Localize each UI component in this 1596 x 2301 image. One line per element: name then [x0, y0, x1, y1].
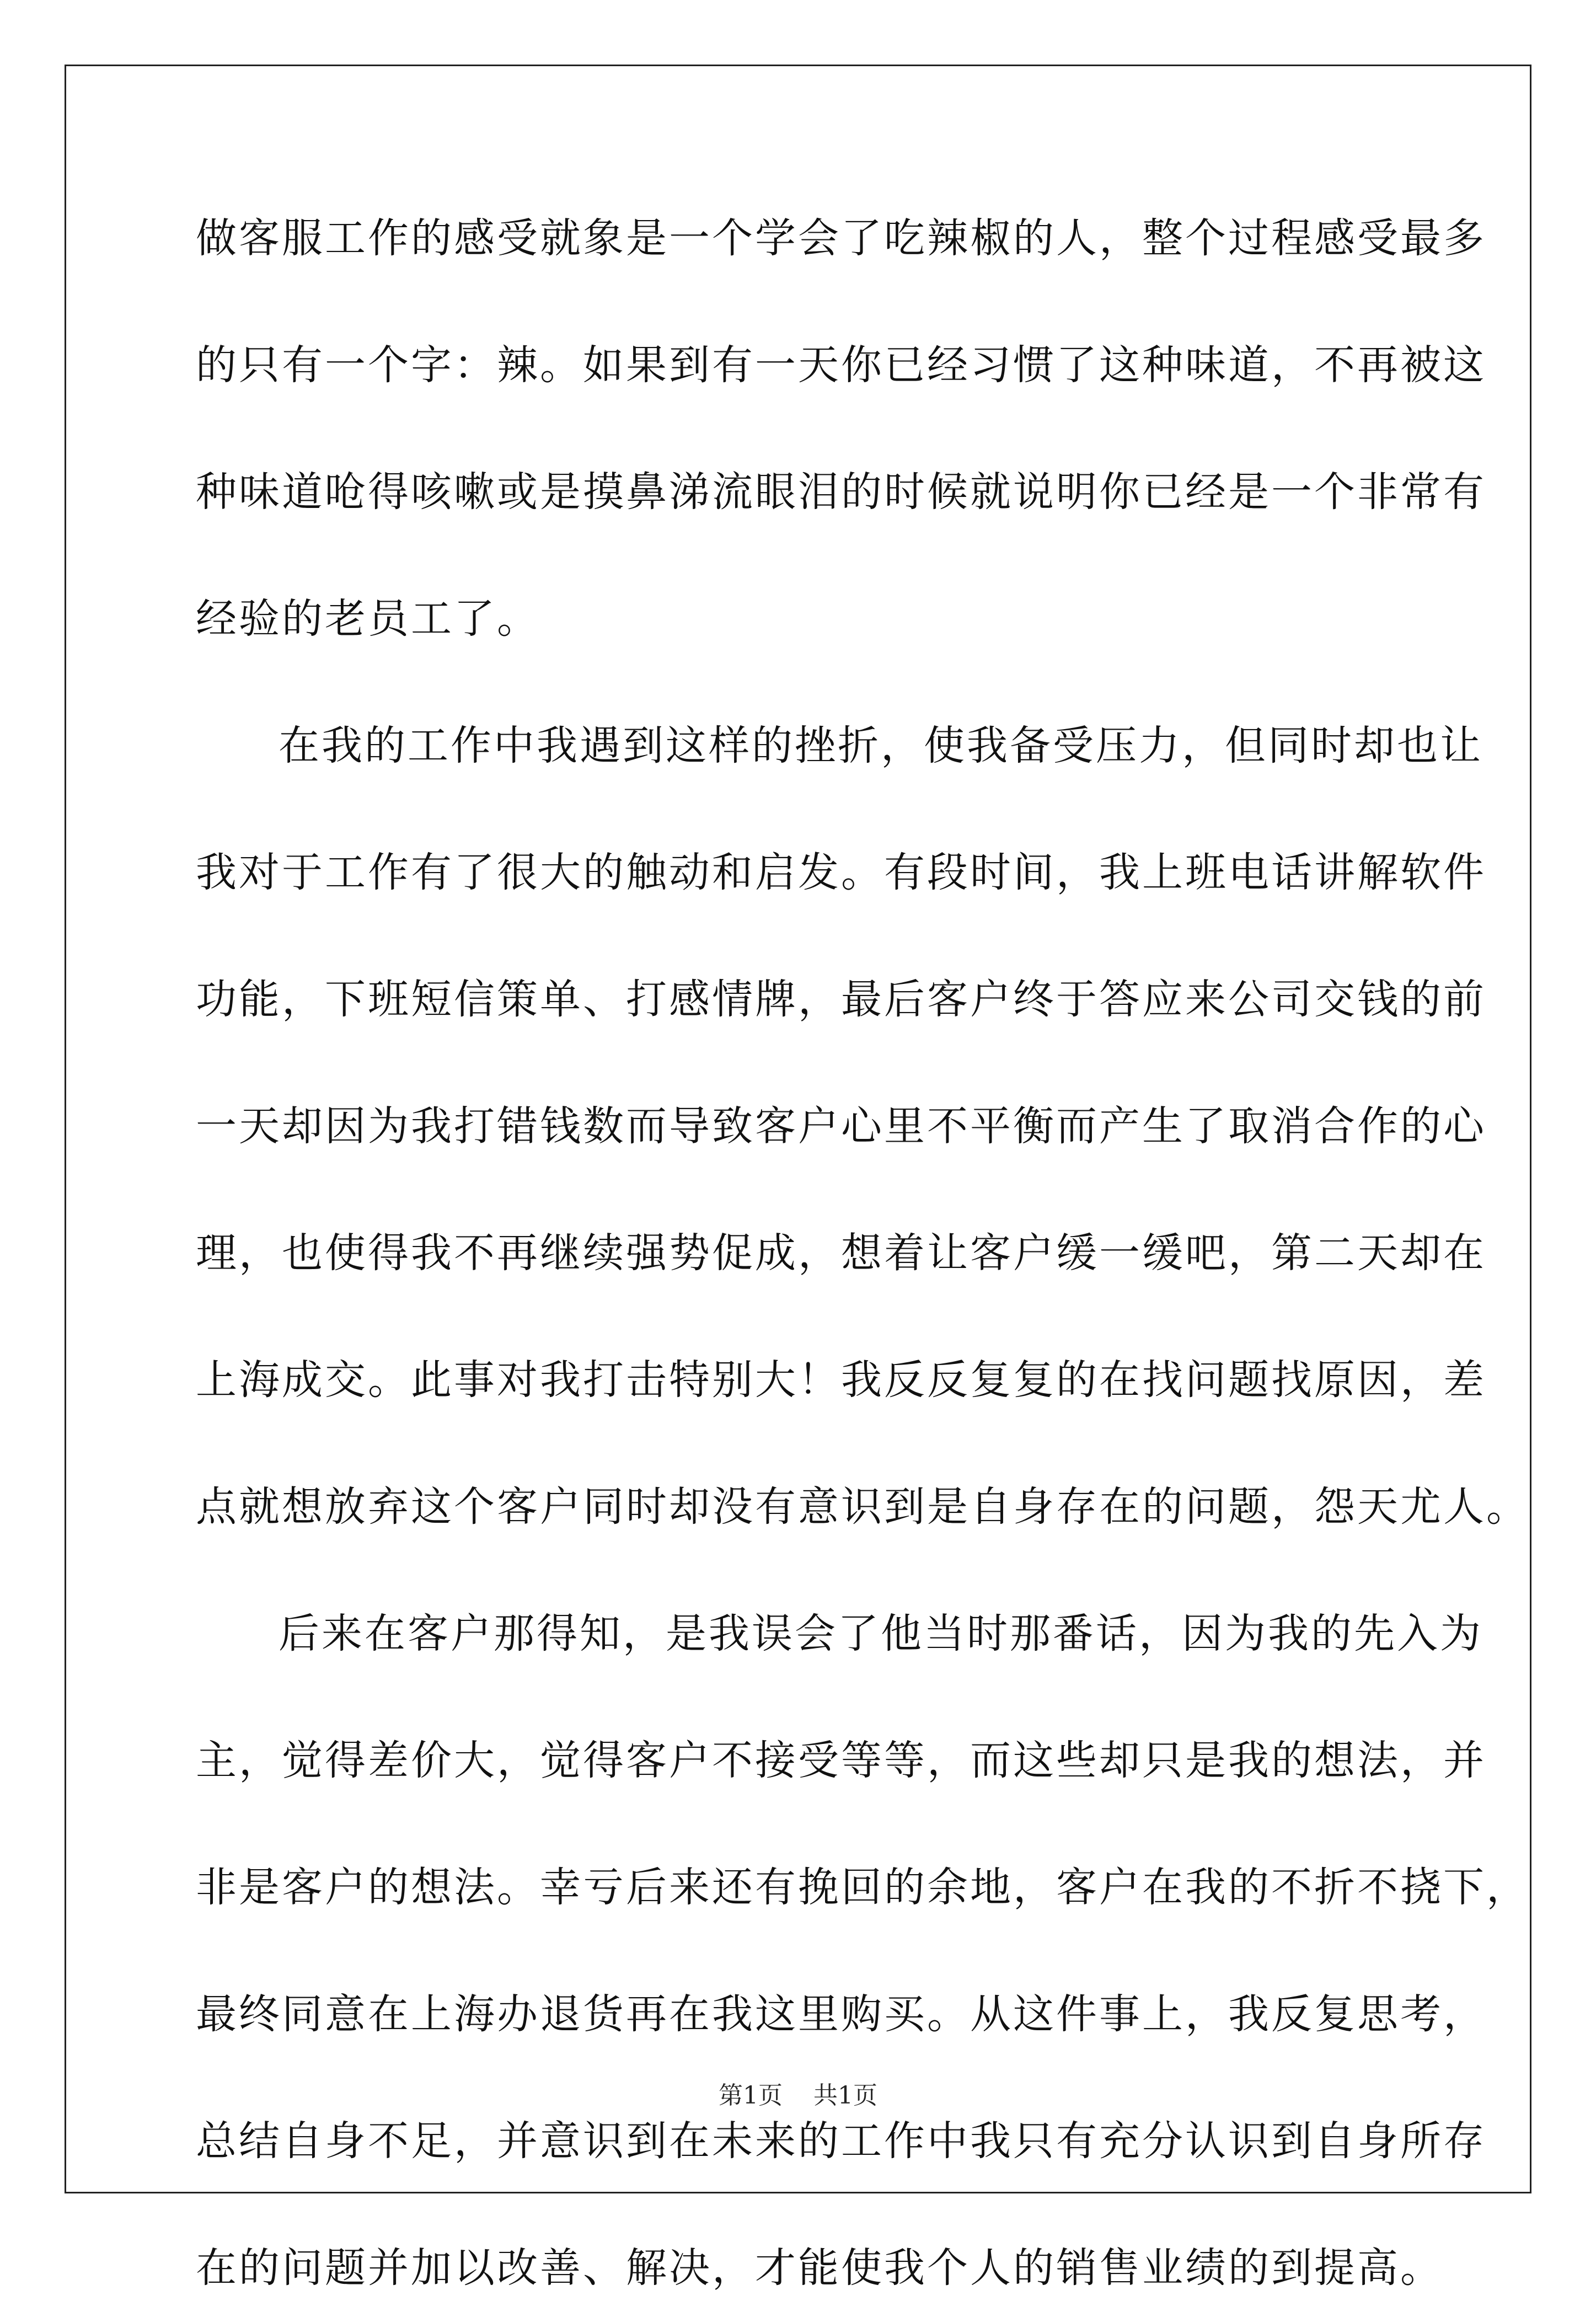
paragraph-2-line-3: 功能，下班短信策单、打感情牌，最后客户终于答应来公司交钱的前	[196, 976, 1486, 1023]
paragraph-1-line-2: 的只有一个字：辣。如果到有一天你已经习惯了这种味道，不再被这	[196, 341, 1486, 389]
page-total-label: 共1页	[813, 2081, 877, 2110]
page-footer	[0, 2079, 1596, 2112]
paragraph-2-line-7: 点就想放弃这个客户同时却没有意识到是自身存在的问题，怨天尤人。	[196, 1483, 1529, 1531]
paragraph-1-line-3: 种味道呛得咳嗽或是摸鼻涕流眼泪的时候就说明你已经是一个非常有	[196, 468, 1486, 516]
paragraph-2-line-2: 我对于工作有了很大的触动和启发。有段时间，我上班电话讲解软件	[196, 849, 1486, 896]
paragraph-3-line-6: 在的问题并加以改善、解决，才能使我个人的销售业绩的到提高。	[196, 2244, 1443, 2292]
paragraph-3-line-5: 总结自身不足，并意识到在未来的工作中我只有充分认识到自身所存	[196, 2117, 1486, 2165]
paragraph-3-line-4: 最终同意在上海办退货再在我这里购买。从这件事上，我反复思考，	[196, 1990, 1486, 2038]
paragraph-1-line-1: 做客服工作的感受就象是一个学会了吃辣椒的人，整个过程感受最多	[196, 215, 1486, 262]
footer-spacer	[783, 2081, 813, 2110]
paragraph-1-line-4: 经验的老员工了。	[196, 595, 540, 643]
page-number-label: 第1页	[719, 2081, 783, 2110]
paragraph-3-line-2: 主，觉得差价大，觉得客户不接受等等，而这些却只是我的想法，并	[196, 1737, 1486, 1784]
paragraph-3-line-1: 后来在客户那得知，是我误会了他当时那番话，因为我的先入为	[279, 1610, 1483, 1657]
paragraph-3-line-3: 非是客户的想法。幸亏后来还有挽回的余地，客户在我的不折不挠下，	[196, 1864, 1529, 1911]
paragraph-2-line-6: 上海成交。此事对我打击特别大！我反反复复的在找问题找原因，差	[196, 1356, 1486, 1404]
paragraph-2-line-5: 理，也使得我不再继续强势促成，想着让客户缓一缓吧，第二天却在	[196, 1229, 1486, 1277]
paragraph-2-line-1: 在我的工作中我遇到这样的挫折，使我备受压力，但同时却也让	[279, 722, 1483, 769]
paragraph-2-line-4: 一天却因为我打错钱数而导致客户心里不平衡而产生了取消合作的心	[196, 1103, 1486, 1150]
